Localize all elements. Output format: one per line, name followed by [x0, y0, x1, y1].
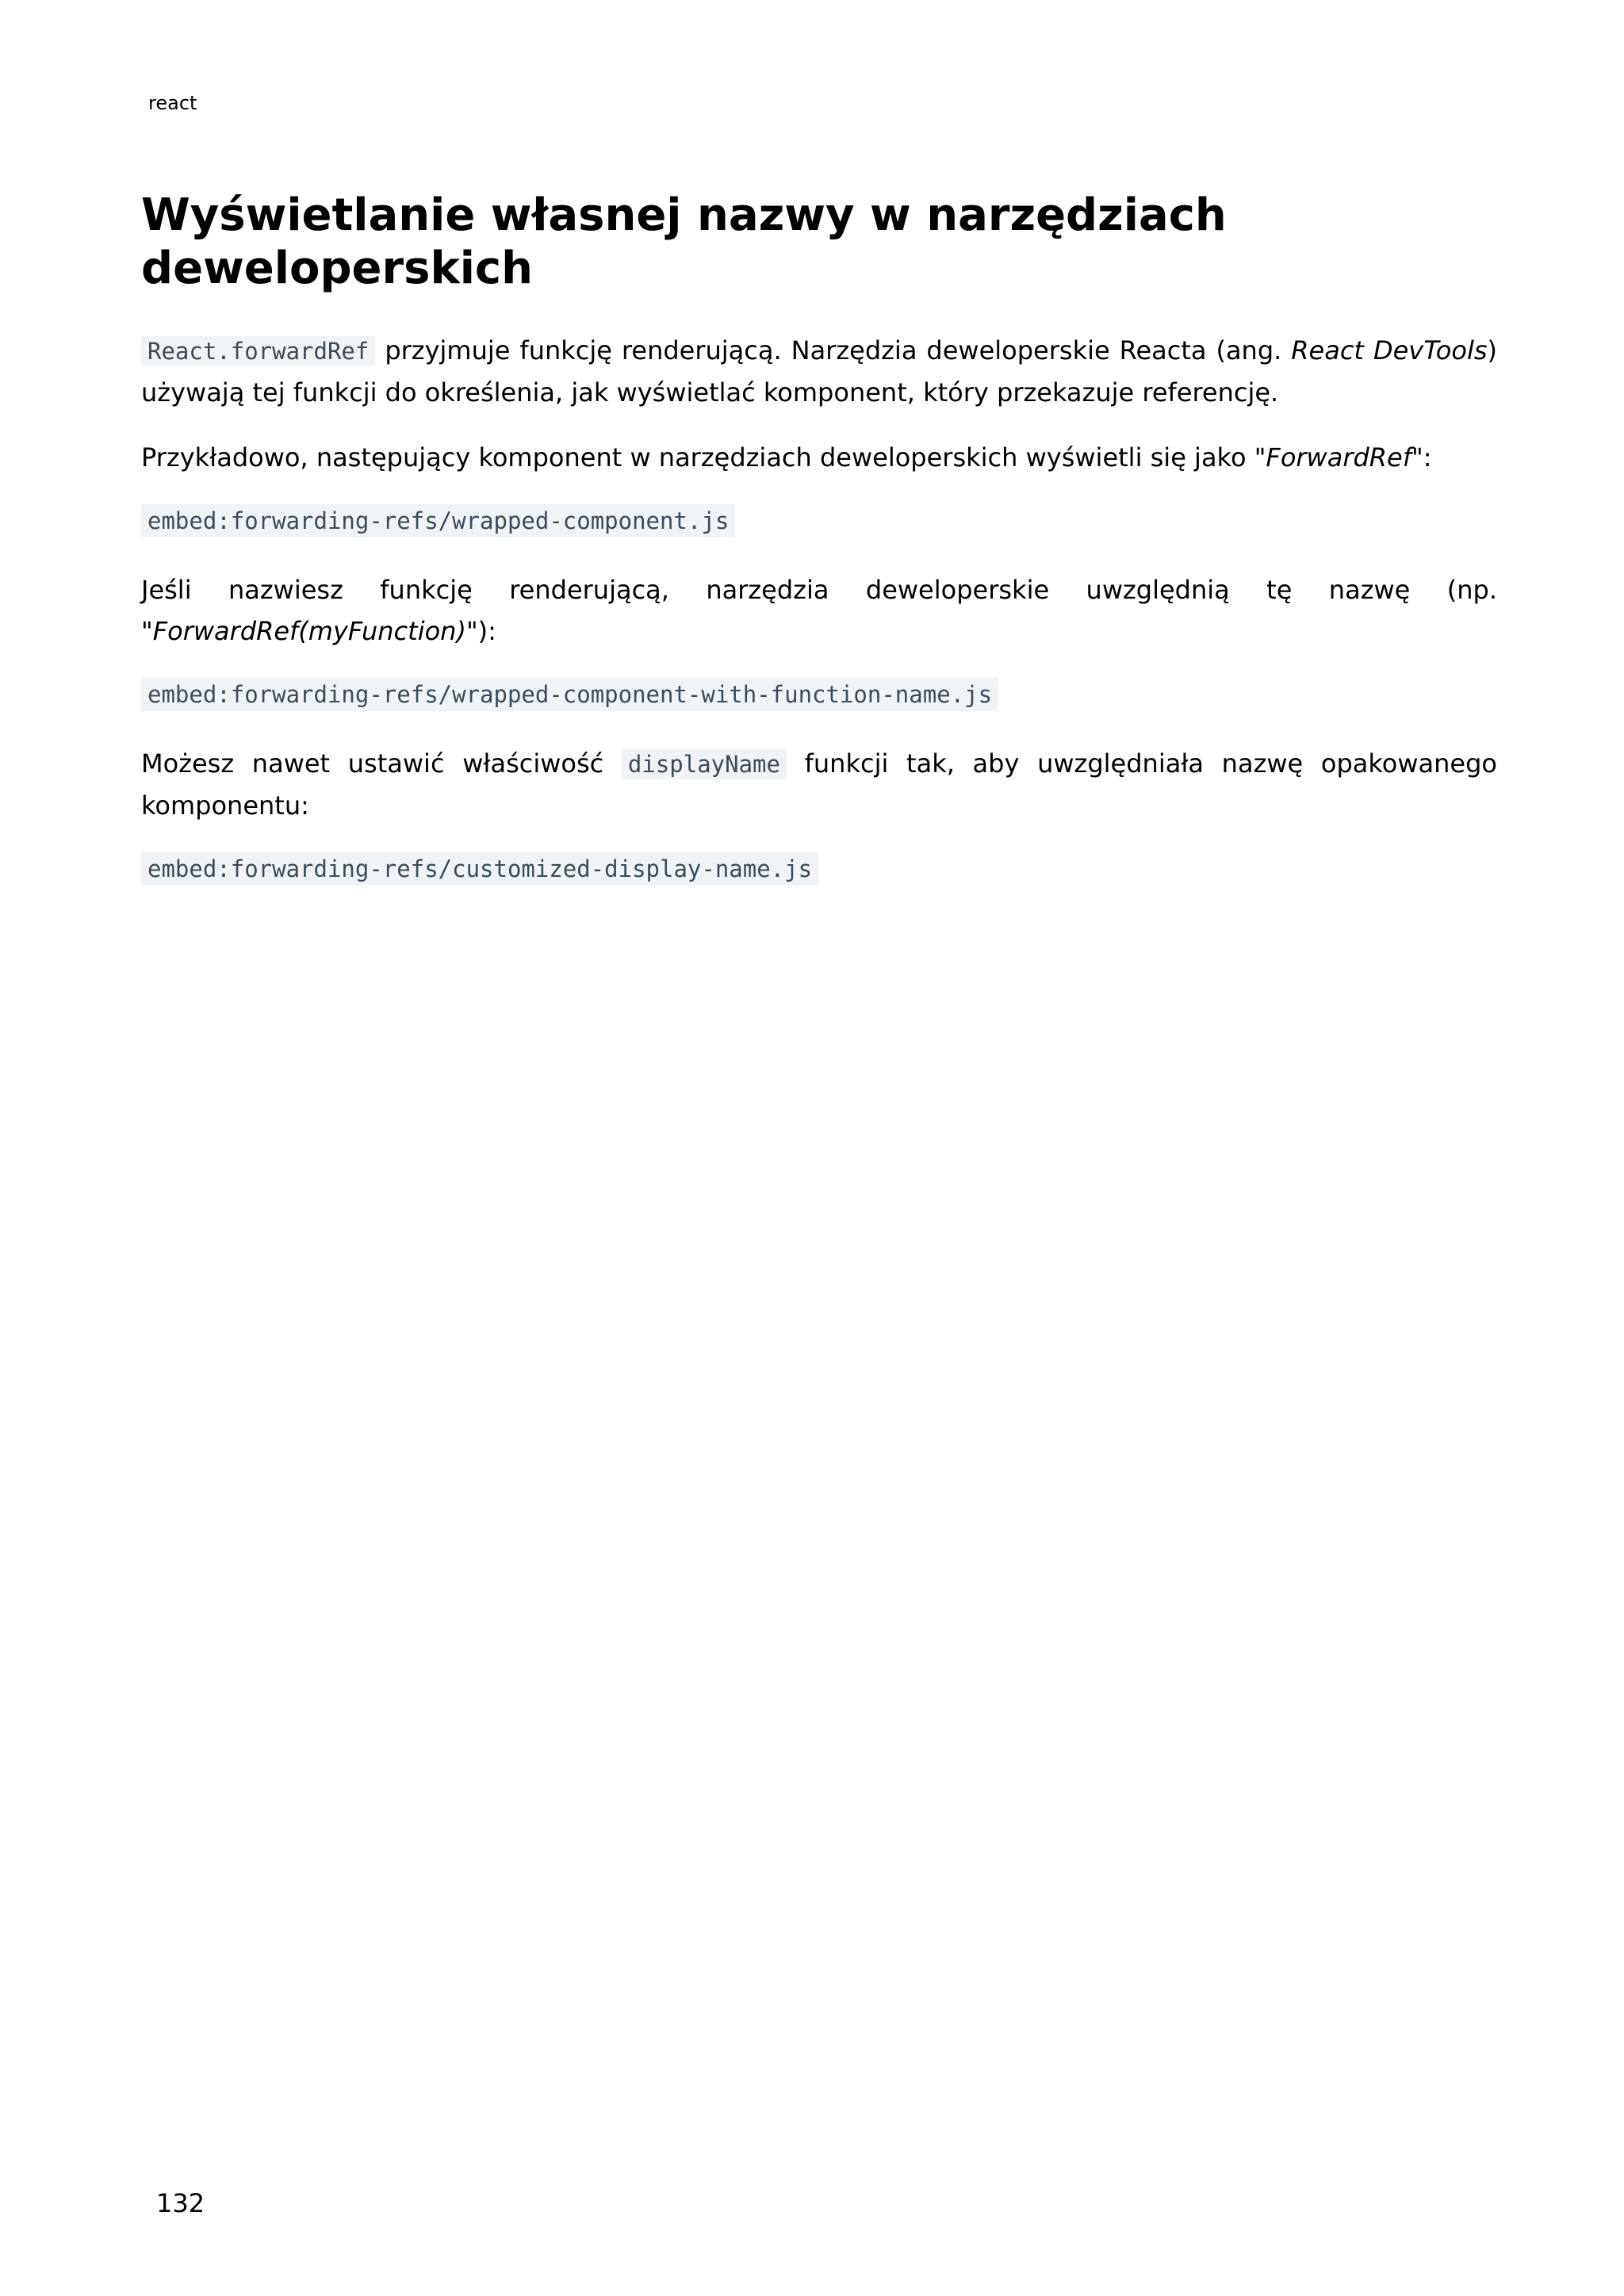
text: Jeśli nazwiesz funkcję renderującą, narzędzia deweloperskie uwzględnią tę nazwę (np. " — [141, 575, 1497, 646]
paragraph-example — [141, 437, 1497, 478]
embed-block-2 — [141, 678, 1497, 719]
embed-path: embed:forwarding-refs/wrapped-component.js — [141, 504, 735, 538]
inline-code-forwardref: React.forwardRef — [141, 336, 375, 366]
paragraph-display-name — [141, 743, 1497, 826]
embed-path: embed:forwarding-refs/customized-display-name.js — [141, 852, 818, 886]
embed-block-1 — [141, 504, 1497, 545]
text: "): — [465, 616, 496, 646]
emphasis: React DevTools — [1291, 335, 1488, 365]
paragraph-named-function — [141, 569, 1497, 652]
text: Możesz nawet ustawić właściwość — [141, 748, 622, 779]
paragraph-intro — [141, 330, 1497, 413]
embed-block-3 — [141, 852, 1497, 894]
text: przyjmuje funkcję renderującą. Narzędzia deweloperskie Reacta (ang. — [375, 335, 1292, 365]
inline-code-displayname: displayName — [622, 749, 787, 779]
embed-path: embed:forwarding-refs/wrapped-component-with-function-name.js — [141, 678, 998, 711]
emphasis: ForwardRef(myFunction) — [152, 616, 466, 646]
page-number: 132 — [156, 2188, 205, 2218]
text: funkcji tak, aby uwzględniała nazwę opakowanego komponentu: — [141, 748, 1497, 821]
text: Przykładowo, następujący komponent w narzędziach deweloperskich wyświetli się jako " — [141, 442, 1266, 473]
emphasis: ForwardRef — [1266, 442, 1411, 473]
text: ": — [1411, 442, 1432, 473]
running-header: react — [148, 92, 197, 114]
section-title: Wyświetlanie własnej nazwy w narzędziach deweloperskich — [141, 189, 1227, 294]
text: ) używają tej funkcji do określenia, jak wyświetlać komponent, który przekazuje referencję. — [141, 335, 1498, 408]
article — [141, 189, 1497, 894]
